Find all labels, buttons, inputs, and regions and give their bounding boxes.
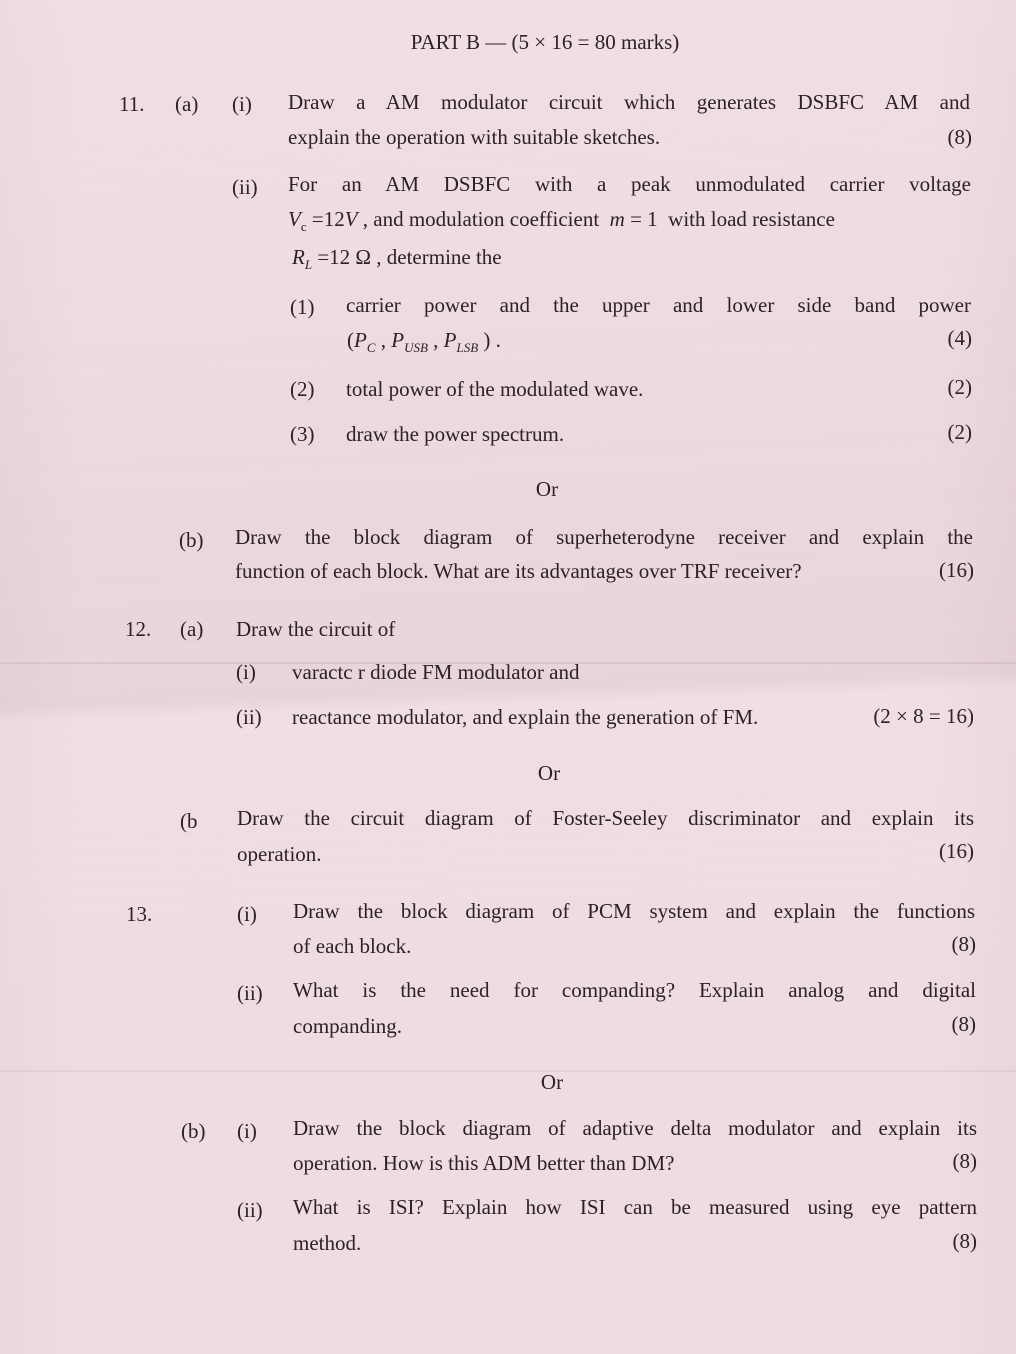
question-text: carrier power and the upper and lower side band power [346,293,971,317]
question-text: explain the operation with suitable sketches. [288,125,661,149]
marks: (2) [947,420,972,444]
subpart-label: (i) [237,1119,257,1143]
question-text: operation. How is this ADM better than DM? [293,1151,675,1175]
marks: (4) [947,326,972,350]
or-separator: Or [537,761,561,785]
subpart-label: (i) [236,660,256,684]
part-label: (a) [175,92,199,116]
marks: (8) [951,932,976,956]
part-label: (b) [181,1119,206,1143]
subpart-label: (ii) [237,981,263,1005]
question-text: Draw a AM modulator circuit which generates DSBFC AM and [288,90,970,114]
question-text: draw the power spectrum. [346,422,565,446]
question-text: reactance modulator, and explain the generation of FM. [292,705,759,729]
question-text: Draw the block diagram of superheterodyne receiver and explain the [235,525,973,549]
question-text: What is the need for companding? Explain analog and digital [293,978,976,1002]
or-separator: Or [540,1070,564,1094]
part-label: (a) [180,617,204,641]
marks: (2) [947,375,972,399]
question-text: $V_c =12V$ , and modulation coefficient m = 1 with load resistance [288,207,835,235]
question-text: varactc r diode FM modulator and [292,660,580,684]
question-text: For an AM DSBFC with a peak unmodulated carrier voltage [288,172,971,196]
part-label: (b [180,809,198,833]
or-separator: Or [535,477,559,501]
marks: (8) [952,1229,977,1253]
item-label: (2) [290,377,315,401]
subpart-label: (i) [232,92,252,116]
subpart-label: (i) [237,902,257,926]
marks: (8) [952,1149,977,1173]
marks: (8) [947,125,972,149]
item-label: (3) [290,422,315,446]
subpart-label: (ii) [236,705,262,729]
question-number: 13. [126,902,153,926]
part-label: (b) [179,528,204,552]
question-text: Draw the block diagram of adaptive delta modulator and explain its [293,1116,977,1140]
question-text: of each block. [293,934,412,958]
question-number: 11. [119,92,145,116]
marks: (2 × 8 = 16) [873,704,974,728]
marks: (8) [951,1012,976,1036]
question-text: Draw the circuit diagram of Foster-Seeley discriminator and explain its [237,806,974,830]
subpart-label: (ii) [232,175,258,199]
question-text: companding. [293,1014,403,1038]
part-header: PART B — (5 × 16 = 80 marks) [410,30,680,54]
question-text: What is ISI? Explain how ISI can be measured using eye pattern [293,1195,977,1219]
question-text: $R_L =12$ Ω , determine the [292,245,502,273]
question-text: operation. [237,842,322,866]
question-text: Draw the block diagram of PCM system and explain the functions [293,899,975,923]
question-text: function of each block. What are its advantages over TRF receiver? [235,559,802,583]
marks: (16) [939,558,974,582]
item-label: (1) [290,295,315,319]
question-text: Draw the circuit of [236,617,396,641]
question-text: ($P_C$ , $P_{USB}$ , $P_{LSB}$ ) . [347,328,501,356]
subpart-label: (ii) [237,1198,263,1222]
marks: (16) [939,839,974,863]
question-text: total power of the modulated wave. [346,377,644,401]
question-text: method. [293,1231,362,1255]
question-number: 12. [125,617,152,641]
